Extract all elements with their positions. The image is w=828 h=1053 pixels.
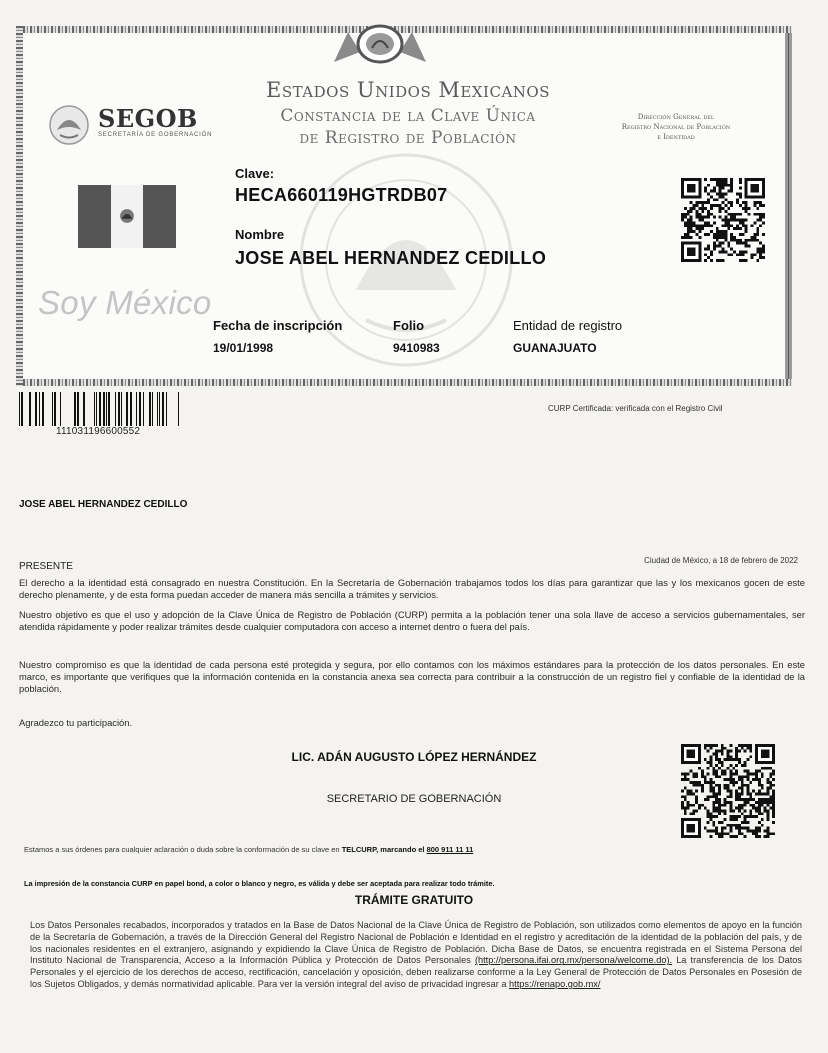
national-seal-icon	[330, 22, 430, 66]
nombre-label: Nombre	[235, 227, 285, 242]
privacy-text-2: La transferencia de los Datos Personales y el ejercicio de los derechos de acceso, rectificación, cancelación y oposición, deben realizarse conforme a la Ley General de Protección de Datos Personales en Posesión de los Sujetos Obligados, y demás normatividad aplicable. Para ver la versión integral del aviso de privacidad ingresar a	[30, 955, 803, 989]
dg-line-2: Registro Nacional de Población	[621, 123, 731, 131]
paragraph-2: Nuestro objetivo es que el uso y adopción de la Clave Única de Registro de Población (CURP) permita a la población tener una sola llave de acceso a servicios gubernamentales, ser atendida rápidamente y poder realizar trámites desde cualquier computadora con acceso a internet dentro o fuera del país.	[19, 609, 805, 632]
title-country: Estados Unidos Mexicanos	[266, 78, 550, 102]
dg-line-1: Dirección General del	[637, 113, 715, 121]
title-registro: de Registro de Población	[299, 128, 517, 148]
border-pattern-right	[16, 26, 23, 386]
flag-stripe-left	[78, 185, 111, 248]
fecha-inscripcion-label: Fecha de inscripción	[213, 318, 343, 333]
flag-stripe-right	[143, 185, 176, 248]
letter-presente: PRESENTE	[19, 561, 73, 572]
paragraph-3: Nuestro compromiso es que la identidad de cada persona esté protegida y segura, por ello contamos con los máximos estándares para la protección de los datos personales. En este marco, es importante que verifiques que la información contenida en la constancia anexa sea correcta para contribuir a la construcción de un registro fiel y confiable de la identidad de la población.	[19, 659, 805, 694]
contact-text: Estamos a sus órdenes para cualquier aclaración o duda sobre la conformación de su clave en	[24, 845, 342, 854]
privacy-link-ifai[interactable]: (http://persona.ifai.org.mx/persona/welcome.do).	[474, 955, 673, 966]
letter-date: Ciudad de México, a 18 de febrero de 2022	[644, 556, 798, 565]
segob-logo-text: SEGOB	[98, 104, 198, 133]
direccion-general	[596, 112, 756, 142]
qr-code-certificate-icon	[681, 178, 765, 262]
nombre-value: JOSE ABEL HERNANDEZ CEDILLO	[235, 248, 547, 268]
privacy-notice	[30, 920, 802, 991]
clave-value: HECA660119HGTRDB07	[235, 185, 448, 205]
telcurp-text: TELCURP, marcando el	[341, 845, 427, 854]
privacy-link-renapo[interactable]: https://renapo.gob.mx/	[509, 978, 601, 989]
title-constancia: Constancia de la Clave Única	[280, 106, 536, 126]
contact-line	[24, 845, 473, 854]
fecha-inscripcion-value: 19/01/1998	[213, 341, 274, 355]
signatory-role: SECRETARIO DE GOBERNACIÓN	[326, 793, 502, 805]
barcode-icon	[19, 392, 184, 426]
impresion-note: La impresión de la constancia CURP en papel bond, a color o blanco y negro, es válida y debe ser aceptada para realizar todo trámite.	[24, 879, 495, 888]
segob-eagle-icon	[48, 104, 90, 146]
paragraph-4: Agradezco tu participación.	[19, 717, 133, 728]
folio-value: 9410983	[393, 341, 440, 355]
entidad-label: Entidad de registro	[513, 318, 623, 333]
mexico-flag-icon	[78, 185, 176, 248]
dg-line-3: e Identidad	[657, 133, 695, 141]
phone-number: 800 911 11 11	[426, 845, 474, 854]
soy-mexico-slogan: Soy México	[38, 284, 212, 321]
qr-code-signature-icon	[681, 744, 775, 838]
letter-recipient: JOSE ABEL HERNANDEZ CEDILLO	[19, 499, 188, 510]
flag-stripe-center	[111, 185, 144, 248]
signatory-name: LIC. ADÁN AUGUSTO LÓPEZ HERNÁNDEZ	[291, 750, 537, 764]
border-pattern-bottom	[16, 379, 792, 386]
segob-subtitle: SECRETARÍA DE GOBERNACIÓN	[98, 132, 213, 138]
entidad-value: GUANAJUATO	[513, 341, 597, 355]
tramite-gratuito: TRÁMITE GRATUITO	[354, 893, 474, 907]
clave-label: Clave:	[235, 166, 275, 181]
curp-certificada-note: CURP Certificada: verificada con el Registro Civil	[548, 404, 723, 413]
barcode-number: 111031196600552	[56, 426, 141, 437]
folio-label: Folio	[393, 318, 425, 333]
privacy-text-1: Los Datos Personales recabados, incorporados y tratados en la Base de Datos Nacional de la Clave Única de Registro de Población, son utilizados como elementos de apoyo en la función de la Secretaría de Gobernación, a través de la Dirección General del Registro Nacional de Población e Identidad en el registro y acreditación de la identidad de la población del país, y de los nacionales residentes en el extranjero, asignando y expidiendo la Clave Única de Registro de Población. Dicha Base de Datos, se encuentra registrada en el Sistema Persona del Instituto Nacional de Transparencia, Acceso a la Información Pública y Protección de Datos Personales	[30, 920, 802, 966]
flag-eagle-icon	[116, 205, 138, 227]
paragraph-1: El derecho a la identidad está consagrado en nuestra Constitución. En la Secretaría de Gobernación trabajamos todos los días para garantizar que las y los mexicanos gocen de este derecho plenamente, y de esta forma puedan acceder de manera más sencilla a trámites y servicios.	[19, 577, 805, 600]
